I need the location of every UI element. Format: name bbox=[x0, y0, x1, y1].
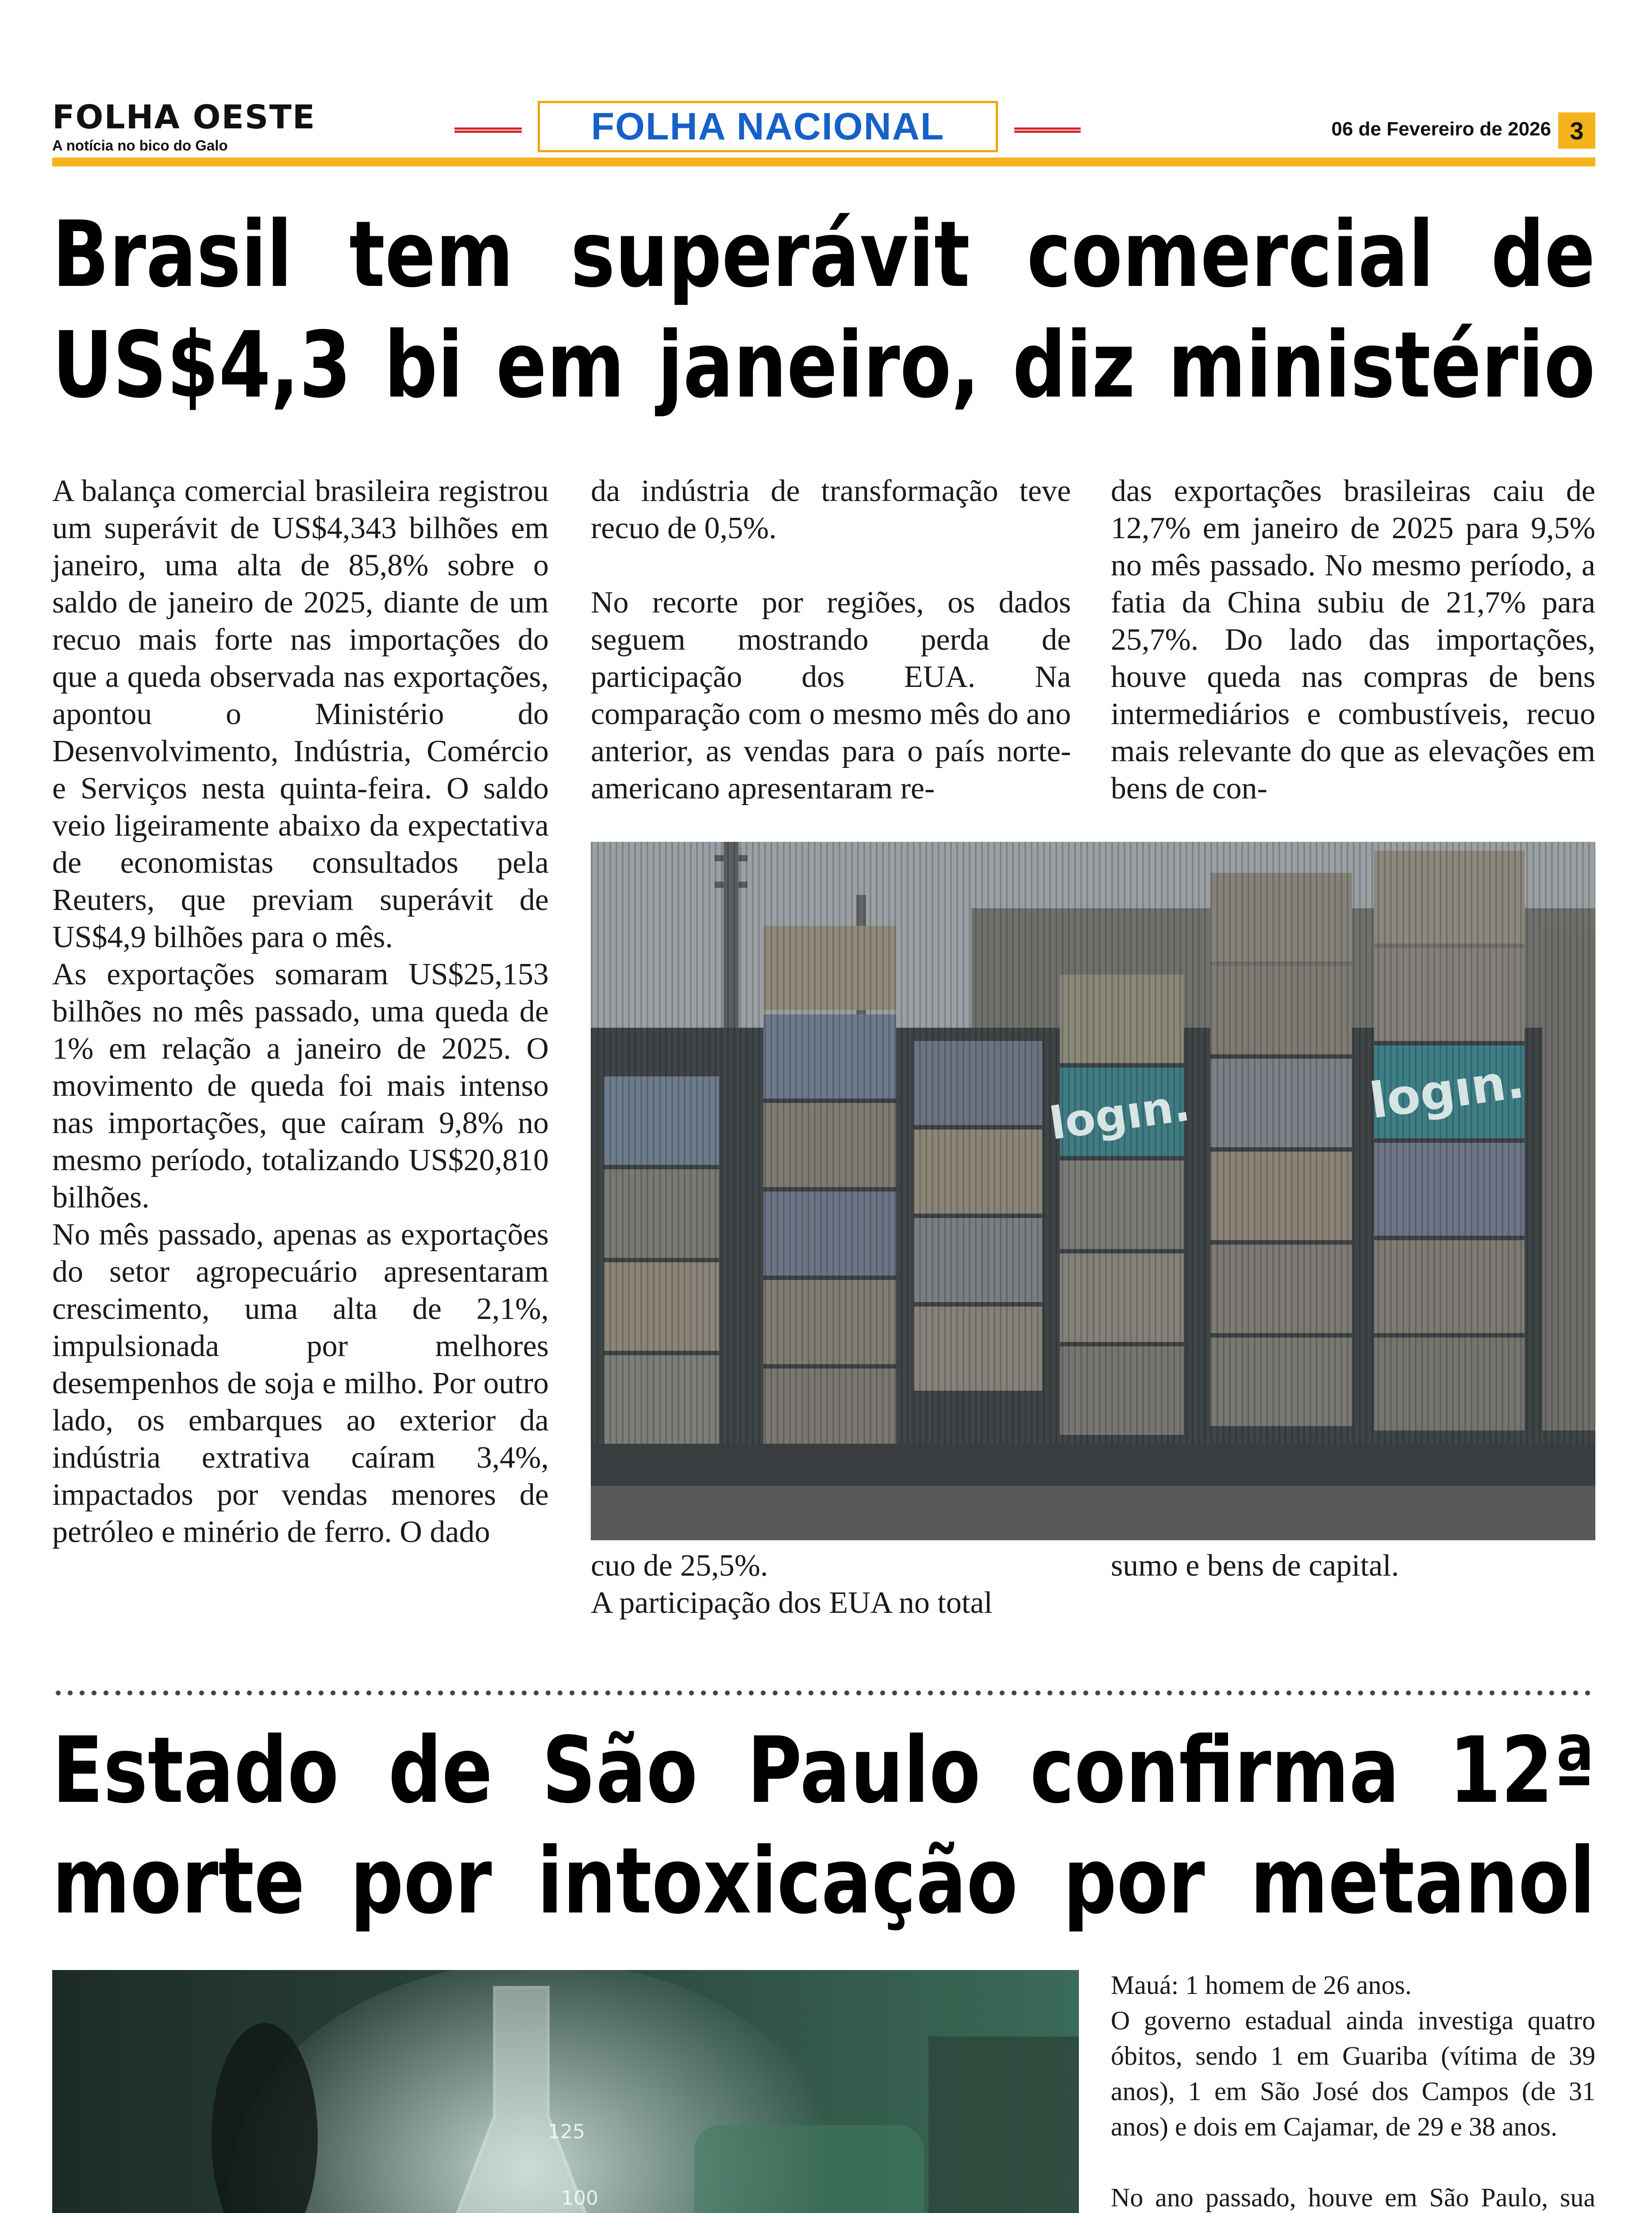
flask-mark: 100 bbox=[561, 2187, 598, 2209]
section-label: FOLHA NACIONAL bbox=[538, 101, 998, 152]
paragraph: cuo de 25,5%. bbox=[591, 1549, 768, 1583]
containers-photo bbox=[591, 842, 1595, 1540]
article2-headline-line-1: Estado de São Paulo confirma 12ª bbox=[52, 1717, 1595, 1824]
section-deco-left bbox=[454, 127, 522, 133]
paragraph: O governo estadual ainda investiga quatro óbitos, sendo 1 em Guariba (vítima de 39 anos), 1 em São José dos Campos (de 31 anos) e dois em Cajamar, de 29 e 38 anos. bbox=[1111, 2006, 1595, 2141]
brand-name: FOLHA OESTE bbox=[52, 98, 316, 136]
paragraph: A balança comercial brasileira registrou um superávit de US$4,343 bilhões em janeiro, uma alta de 85,8% sobre o saldo de janeiro de 2025, diante de um recuo mais forte nas importações do que a queda observada nas exportações, apontou o Ministério do Desenvolvimento, Indústria, Comércio e Serviços nesta quinta-feira. O saldo veio ligeiramente abaixo da expectativa de economistas consultados pela Reuters, que previam superávit de US$4,9 bilhões para o mês. bbox=[52, 474, 549, 954]
article1-column-2-top bbox=[591, 473, 1071, 807]
paragraph-gap bbox=[591, 547, 1071, 584]
paragraph: da indústria de transformação teve recuo de 0,5%. bbox=[591, 474, 1071, 545]
paragraph: No mês passado, apenas as exportações do setor agropecuário apresentaram crescimento, uma alta de 2,1%, impulsionada por melhores desempenhos de soja e milho. Por outro lado, os embarques ao exterior da indústria extrativa caíram 3,4%, impactados por vendas menores de petróleo e minério de ferro. O dado bbox=[52, 1218, 549, 1549]
article1-headline bbox=[52, 199, 1595, 420]
container-logo: logın. bbox=[1366, 1052, 1528, 1130]
paragraph: sumo e bens de capital. bbox=[1111, 1549, 1399, 1583]
article1-column-3-bottom bbox=[1111, 1547, 1595, 1585]
paragraph: das exportações brasileiras caiu de 12,7% em janeiro de 2025 para 9,5% no mês passado. No mesmo período, a fatia da China subiu de 21,7% para 25,7%. Do lado das importações, houve queda nas compras de bens intermediários e combustíveis, recuo mais relevante do que as elevações em bens de con- bbox=[1111, 474, 1595, 806]
paragraph: No recorte por regiões, os dados seguem mostrando perda de participação dos EUA. Na comparação com o mesmo mês do ano anterior, as vendas para o país norte-americano apresentaram re- bbox=[591, 586, 1071, 806]
article1-column-3-top bbox=[1111, 473, 1595, 807]
header-rule bbox=[52, 158, 1595, 166]
paragraph-gap bbox=[1111, 2144, 1595, 2180]
article2-headline-line-2: morte por intoxicação por metanol bbox=[52, 1828, 1595, 1934]
paragraph: No ano passado, houve em São Paulo, sua bbox=[1111, 2183, 1595, 2212]
section-deco-right bbox=[1014, 127, 1081, 133]
article2-headline bbox=[52, 1715, 1595, 1936]
article2-column-3 bbox=[1111, 1967, 1595, 2213]
brand-tagline: A notícia no bico do Galo bbox=[52, 137, 228, 154]
flask-mark: 125 bbox=[548, 2120, 585, 2143]
container-logo: logın. bbox=[1046, 1079, 1193, 1150]
article1-column-2-bottom bbox=[591, 1547, 1071, 1622]
page-number: 3 bbox=[1558, 112, 1595, 149]
paragraph: Mauá: 1 homem de 26 anos. bbox=[1111, 1970, 1412, 2000]
article1-column-1 bbox=[52, 473, 549, 1551]
article1-headline-line-2: US$4,3 bi em janeiro, diz ministério bbox=[52, 312, 1595, 418]
flask-photo bbox=[52, 1970, 1079, 2213]
paragraph: A participação dos EUA no total bbox=[591, 1586, 993, 1620]
article-separator bbox=[52, 1690, 1595, 1696]
paragraph: As exportações somaram US$25,153 bilhões no mês passado, uma queda de 1% em relação a janeiro de 2025. O movimento de queda foi mais intenso nas importações, que caíram 9,8% no mesmo período, totalizando US$20,810 bilhões. bbox=[52, 957, 549, 1214]
issue-date: 06 de Fevereiro de 2026 bbox=[1331, 118, 1551, 140]
article1-headline-line-1: Brasil tem superávit comercial de bbox=[52, 201, 1595, 308]
masthead-brand bbox=[52, 98, 316, 154]
